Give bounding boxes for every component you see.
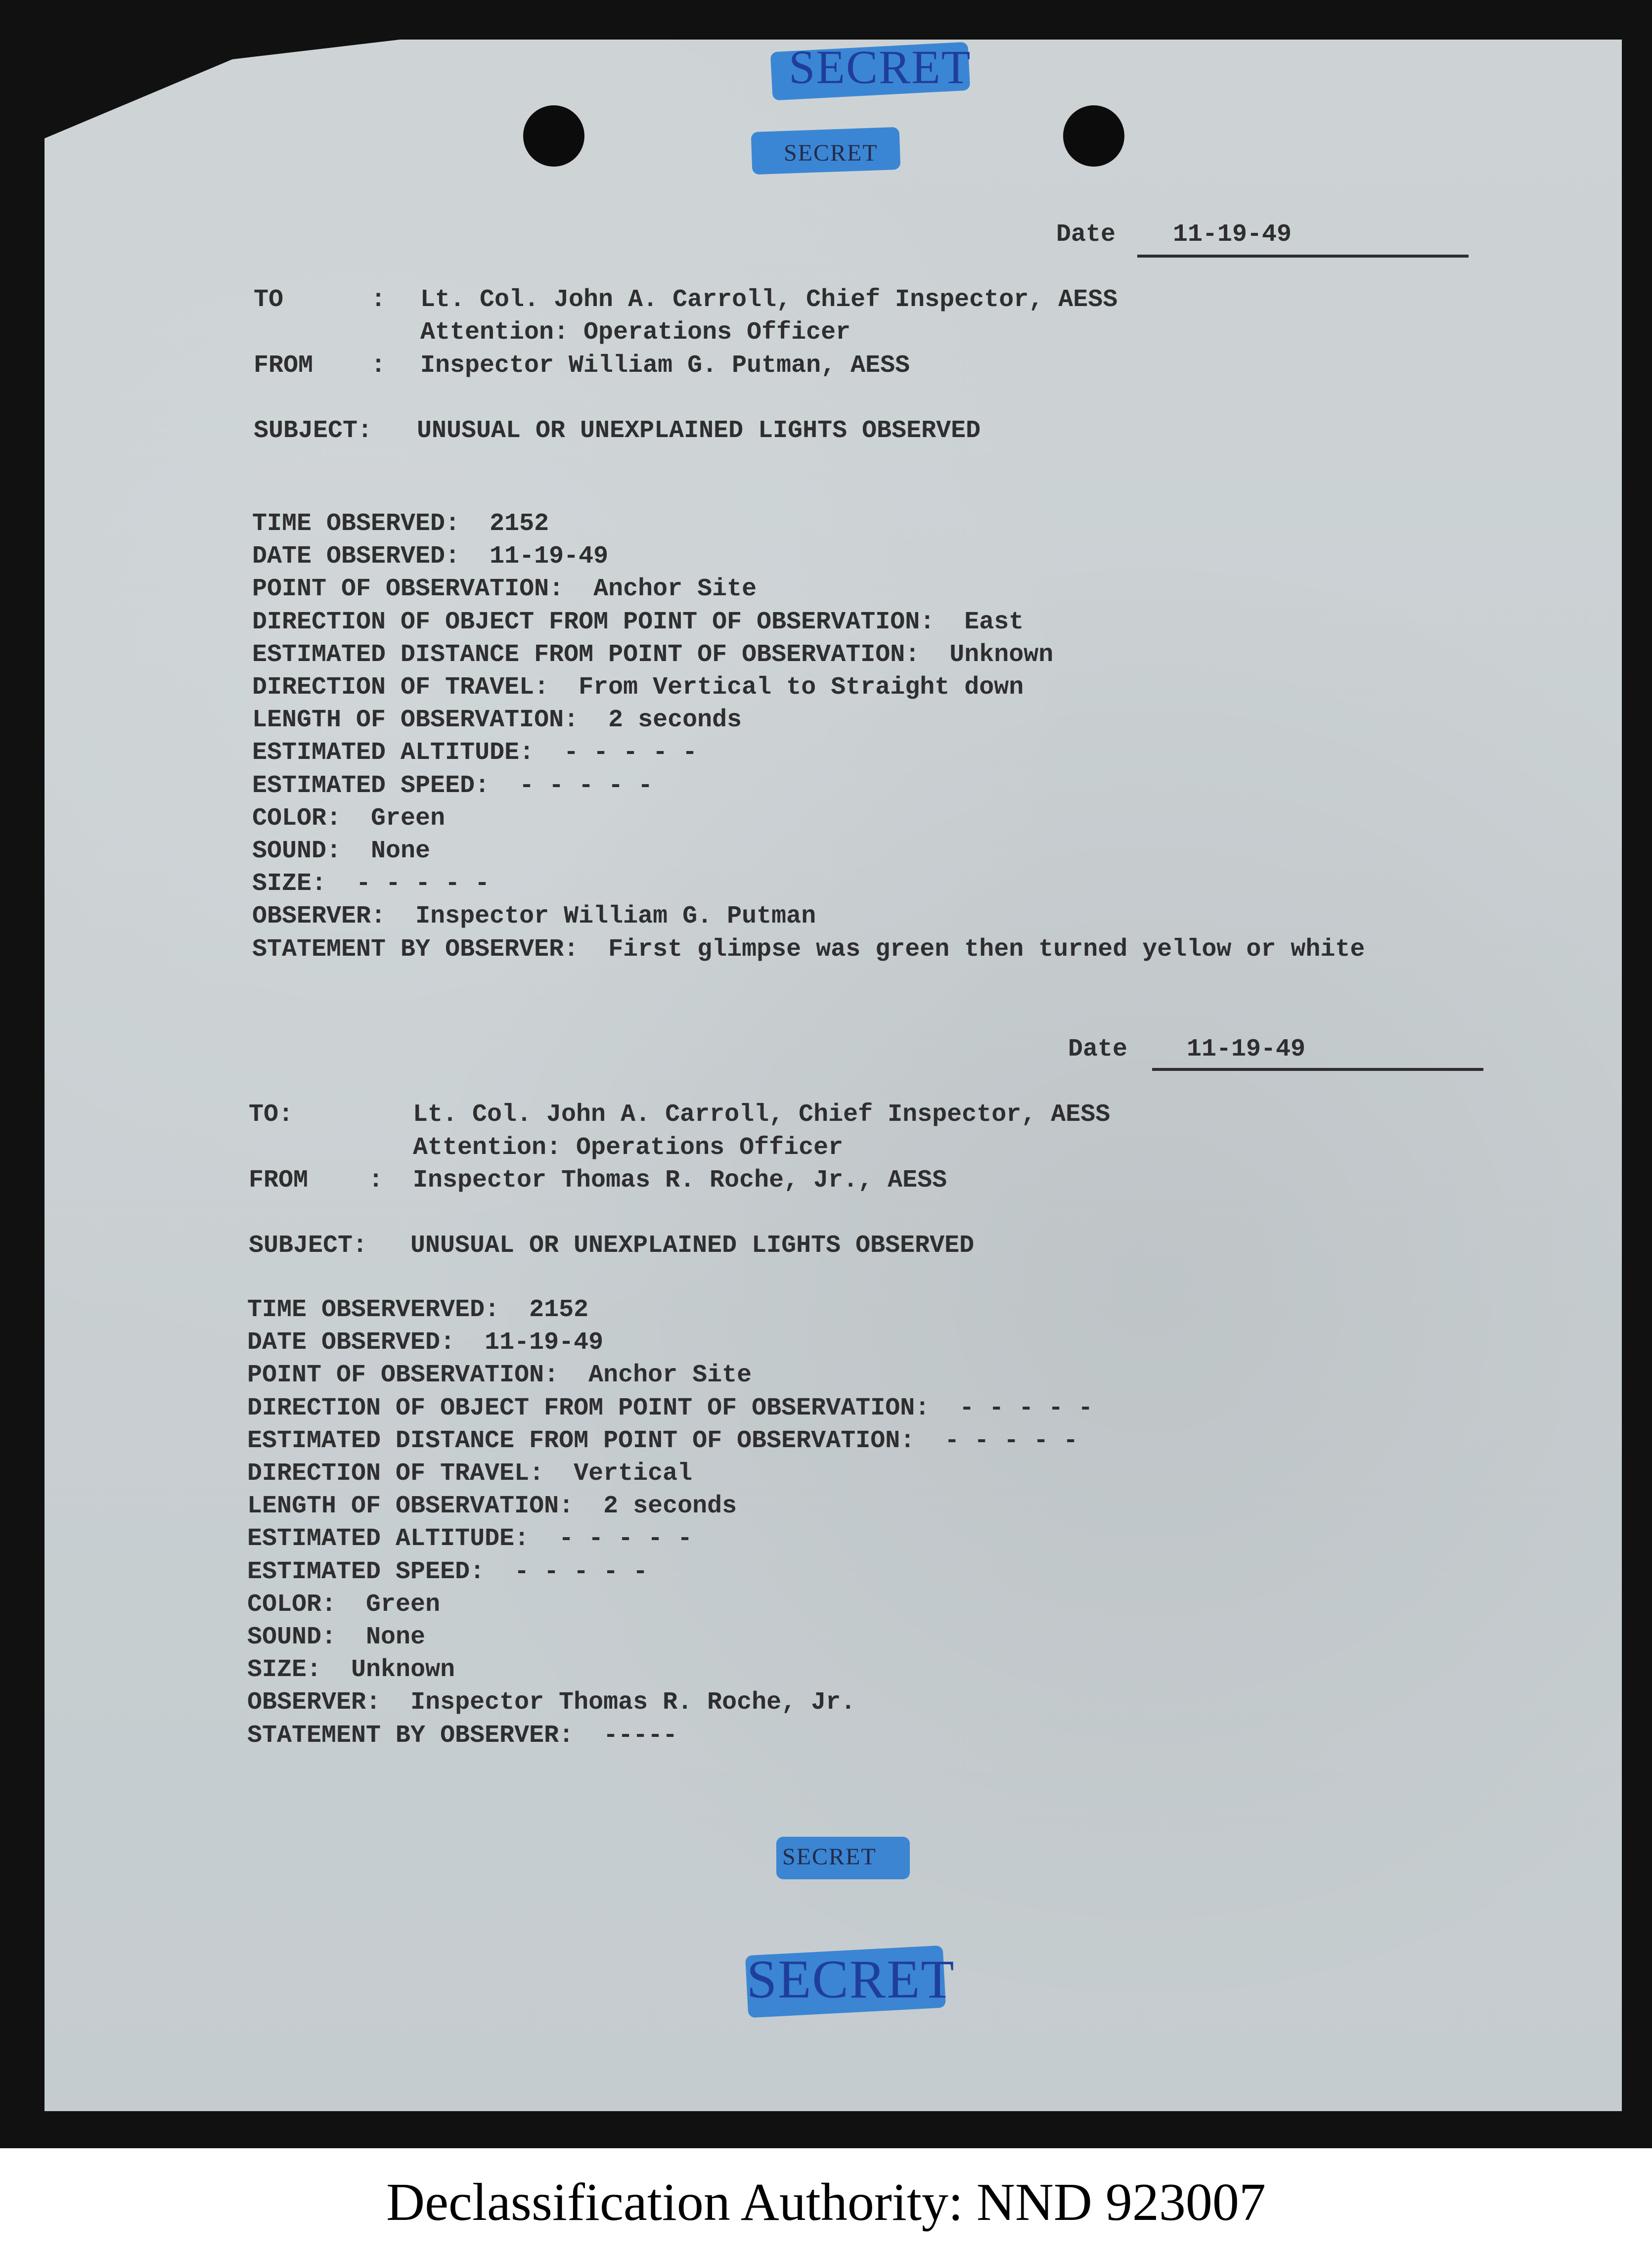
report1-field-value: - - - - - <box>356 870 490 898</box>
report1-field-label: SOUND: <box>252 837 342 865</box>
report2-field-row <box>247 1426 1078 1455</box>
report1-date-value: 11-19-49 <box>1173 221 1292 249</box>
report1-field-label: COLOR: <box>252 804 342 833</box>
report2-field-value: Anchor Site <box>588 1361 752 1390</box>
report1-field-row <box>252 708 742 733</box>
report1-field-row <box>252 544 608 569</box>
report2-from-colon: : <box>368 1166 384 1195</box>
report1-field-label: ESTIMATED DISTANCE FROM POINT OF OBSERVATION: <box>252 640 920 669</box>
report1-subject-label: SUBJECT: <box>254 417 373 445</box>
report1-from-label: FROM <box>254 352 313 380</box>
report2-field-value: Green <box>366 1590 441 1619</box>
report1-from-value: Inspector William G. Putman, AESS <box>420 352 910 380</box>
report1-field-value: - - - - - <box>564 739 698 767</box>
report2-field-value: ----- <box>603 1721 678 1750</box>
report2-field-label: SOUND: <box>247 1623 337 1651</box>
report1-field-label: DIRECTION OF OBJECT FROM POINT OF OBSERVATION: <box>252 608 935 636</box>
report2-field-value: - - - - - <box>514 1557 648 1586</box>
report2-field-label: LENGTH OF OBSERVATION: <box>247 1492 574 1521</box>
punch-hole-right <box>1063 105 1124 167</box>
secret-stamp-top-large: SECRET <box>789 41 972 93</box>
report1-field-value: From Vertical to Straight down <box>579 673 1024 702</box>
report2-to-value: Lt. Col. John A. Carroll, Chief Inspector, AESS <box>413 1101 1111 1129</box>
report2-field-label: DIRECTION OF OBJECT FROM POINT OF OBSERVATION: <box>247 1394 930 1422</box>
report2-field-row <box>247 1396 1093 1421</box>
report1-field-label: LENGTH OF OBSERVATION: <box>252 706 579 735</box>
report1-field-row <box>252 512 549 536</box>
report1-field-row <box>252 610 1024 635</box>
report2-field-label: COLOR: <box>247 1590 337 1619</box>
report1-to-label: TO <box>254 286 284 314</box>
report1-subject-value: UNUSUAL OR UNEXPLAINED LIGHTS OBSERVED <box>417 417 981 445</box>
report2-from-label: FROM <box>249 1166 309 1195</box>
report1-field-value: East <box>964 608 1024 636</box>
report1-field-row <box>252 872 490 896</box>
report2-field-row <box>247 1658 455 1682</box>
report1-field-label: DATE OBSERVED: <box>252 542 460 571</box>
report1-field-row <box>252 937 1365 962</box>
report2-attention: Attention: Operations Officer <box>413 1134 844 1162</box>
report1-field-row <box>252 640 1054 669</box>
report2-field-row <box>247 1363 752 1388</box>
report1-field-value: Green <box>371 804 446 833</box>
secret-stamp-top-small: SECRET <box>784 140 878 166</box>
report2-subject-label: SUBJECT: <box>249 1232 368 1260</box>
report1-field-row <box>252 741 697 765</box>
report2-field-label: SIZE: <box>247 1656 322 1684</box>
report2-field-value: - - - - - <box>559 1525 693 1553</box>
report2-field-value: - - - - - <box>959 1394 1093 1422</box>
document-page <box>45 40 1622 2111</box>
report1-to-colon: : <box>371 286 386 314</box>
report2-field-value: Unknown <box>351 1656 455 1684</box>
report1-field-label: TIME OBSERVED: <box>252 510 460 538</box>
punch-hole-left <box>523 105 584 167</box>
report1-field-label: ESTIMATED ALTITUDE: <box>252 739 535 767</box>
report1-field-label: SIZE: <box>252 870 327 898</box>
report2-field-row <box>247 1590 441 1619</box>
declassification-footer: Declassification Authority: NND 923007 <box>0 2148 1652 2257</box>
report1-field-label: ESTIMATED SPEED: <box>252 771 490 800</box>
report1-field-row <box>252 771 653 800</box>
report1-attention: Attention: Operations Officer <box>420 318 851 347</box>
report2-field-value: 2152 <box>529 1296 589 1324</box>
report1-field-value: Unknown <box>949 640 1054 669</box>
report1-field-label: DIRECTION OF TRAVEL: <box>252 673 549 702</box>
report1-date-label: Date <box>1056 221 1116 249</box>
report2-date-underline <box>1152 1068 1483 1071</box>
report2-field-row <box>247 1557 648 1586</box>
report2-field-row <box>247 1298 588 1323</box>
report1-date-underline <box>1137 255 1469 258</box>
report1-to-value: Lt. Col. John A. Carroll, Chief Inspector, AESS <box>420 286 1118 314</box>
report1-field-row <box>252 904 816 929</box>
report1-field-value: First glimpse was green then turned yellow or white <box>608 935 1365 964</box>
report1-field-label: OBSERVER: <box>252 902 386 931</box>
report2-field-label: ESTIMATED DISTANCE FROM POINT OF OBSERVATION: <box>247 1426 915 1455</box>
report2-subject-value: UNUSUAL OR UNEXPLAINED LIGHTS OBSERVED <box>410 1232 975 1260</box>
report2-field-label: DIRECTION OF TRAVEL: <box>247 1460 544 1488</box>
report2-to-label: TO: <box>249 1101 294 1129</box>
report1-field-value: 2152 <box>490 510 549 538</box>
report2-field-value: Inspector Thomas R. Roche, Jr. <box>410 1688 856 1717</box>
report1-field-label: POINT OF OBSERVATION: <box>252 575 564 604</box>
report1-field-value: 2 seconds <box>608 706 742 735</box>
report1-field-label: STATEMENT BY OBSERVER: <box>252 935 579 964</box>
report2-field-label: ESTIMATED SPEED: <box>247 1557 485 1586</box>
report2-from-value: Inspector Thomas R. Roche, Jr., AESS <box>413 1166 947 1195</box>
report1-from-colon: : <box>371 352 386 380</box>
report2-field-label: OBSERVER: <box>247 1688 381 1717</box>
report1-field-row <box>252 577 757 602</box>
report2-field-row <box>247 1721 678 1750</box>
report2-field-row <box>247 1527 692 1551</box>
report1-field-value: Anchor Site <box>593 575 757 604</box>
report2-field-value: Vertical <box>574 1460 693 1488</box>
report2-field-value: None <box>366 1623 426 1651</box>
report2-field-row <box>247 1330 603 1355</box>
report1-field-row <box>252 675 1024 700</box>
report2-date-value: 11-19-49 <box>1187 1035 1306 1063</box>
report2-field-row <box>247 1690 855 1715</box>
secret-stamp-bottom-small: SECRET <box>782 1844 877 1870</box>
report2-field-row <box>247 1494 737 1519</box>
secret-stamp-bottom-large: SECRET <box>747 1949 955 2009</box>
report2-field-label: TIME OBSERVERVED: <box>247 1296 500 1324</box>
report1-field-value: 11-19-49 <box>490 542 609 571</box>
report1-field-value: - - - - - <box>519 771 653 800</box>
report2-field-value: 2 seconds <box>603 1492 737 1521</box>
report2-field-value: 11-19-49 <box>485 1328 604 1357</box>
report1-field-value: None <box>371 837 431 865</box>
report2-field-row <box>247 1625 425 1650</box>
report2-field-label: ESTIMATED ALTITUDE: <box>247 1525 530 1553</box>
report1-field-row <box>252 839 430 864</box>
report2-field-label: POINT OF OBSERVATION: <box>247 1361 559 1390</box>
report2-field-label: DATE OBSERVED: <box>247 1328 455 1357</box>
report2-field-value: - - - - - <box>944 1426 1078 1455</box>
report1-field-value: Inspector William G. Putman <box>415 902 816 931</box>
report2-field-label: STATEMENT BY OBSERVER: <box>247 1721 574 1750</box>
report1-field-row <box>252 806 445 831</box>
report2-date-label: Date <box>1068 1035 1128 1063</box>
report2-field-row <box>247 1461 692 1486</box>
